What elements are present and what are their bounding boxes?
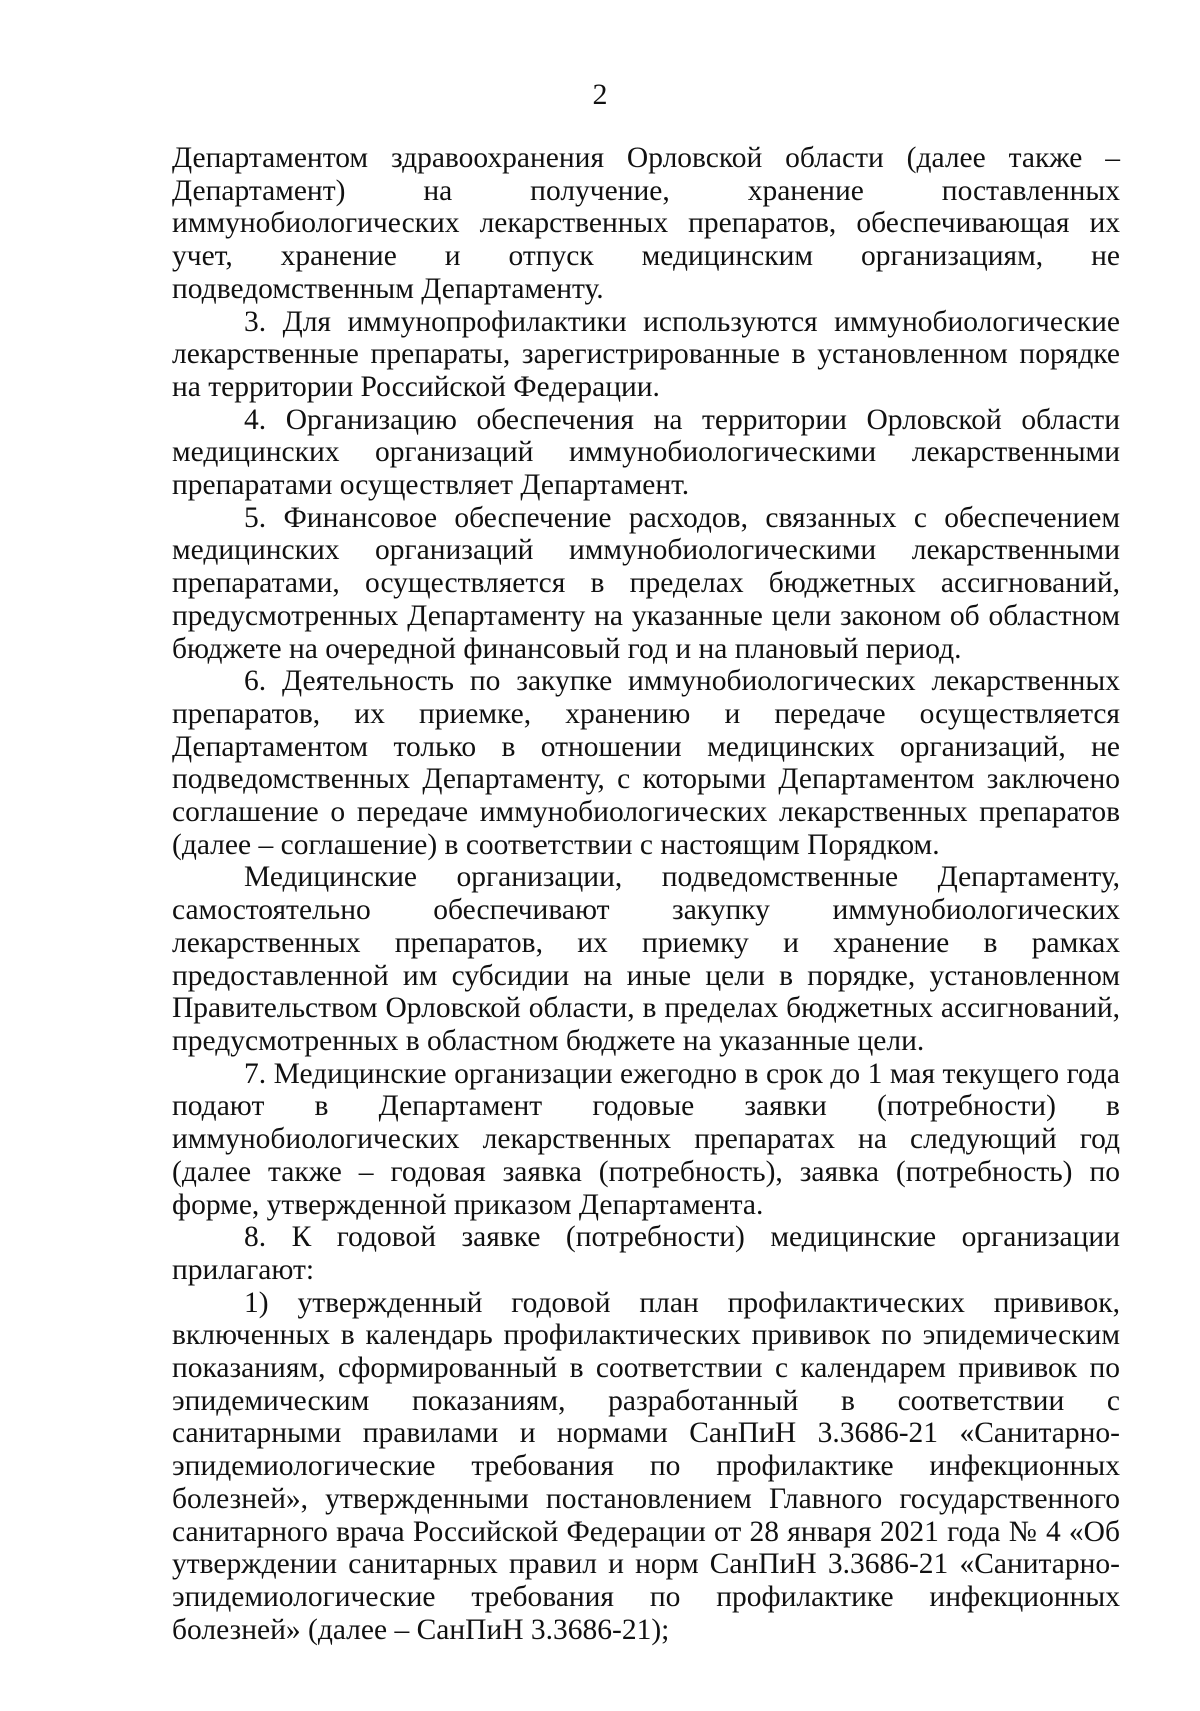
paragraph-item-5: 5. Финансовое обеспечение расходов, связанных с обеспечением медицинских организаций иммунобиологическими лекарственными препаратами, осуществляется в пределах бюджетных ассигнований, предусмотренных Департаменту на указанные цели законом об областном бюджете на очередной финансовый год и на плановый период. [172, 501, 1120, 665]
paragraph-item-8: 8. К годовой заявке (потребности) медицинские организации прилагают: [172, 1221, 1120, 1286]
paragraph-item-4: 4. Организацию обеспечения на территории Орловской области медицинских организаций иммунобиологическими лекарственными препаратами осуществляет Департамент. [172, 403, 1120, 502]
paragraph-subitem-1: 1) утвержденный годовой план профилактических прививок, включенных в календарь профилактических прививок по эпидемическим показаниям, сформированный в соответствии с календарем прививок по эпидемическим показаниям, разработанный в соответствии с санитарными правилами и нормами СанПиН 3.3686-21 «Санитарно-эпидемиологические требования по профилактике инфекционных болезней», утвержденными постановлением Главного государственного санитарного врача Российской Федерации от 28 января 2021 года № 4 «Об утверждении санитарных правил и норм СанПиН 3.3686-21 «Санитарно-эпидемиологические требования по профилактике инфекционных болезней» (далее – СанПиН 3.3686-21); [172, 1286, 1120, 1646]
paragraph-subordinate-organizations: Медицинские организации, подведомственные Департаменту, самостоятельно обеспечивают закупку иммунобиологических лекарственных препаратов, их приемку и хранение в рамках предоставленной им субсидии на иные цели в порядке, установленном Правительством Орловской области, в пределах бюджетных ассигнований, предусмотренных в областном бюджете на указанные цели. [172, 861, 1120, 1057]
paragraph-item-3: 3. Для иммунопрофилактики используются иммунобиологические лекарственные препараты, зарегистрированные в установленном порядке на территории Российской Федерации. [172, 305, 1120, 403]
paragraph-item-6: 6. Деятельность по закупке иммунобиологических лекарственных препаратов, их приемке, хранению и передаче осуществляется Департаментом только в отношении медицинских организаций, не подведомственных Департаменту, с которыми Департаментом заключено соглашение о передаче иммунобиологических лекарственных препаратов (далее – соглашение) в соответствии с настоящим Порядком. [172, 665, 1120, 861]
page-number: 2 [592, 78, 608, 111]
document-body [172, 142, 1120, 1646]
paragraph-item-7: 7. Медицинские организации ежегодно в срок до 1 мая текущего года подают в Департамент годовые заявки (потребности) в иммунобиологических лекарственных препаратах на следующий год (далее также – годовая заявка (потребность), заявка (потребность) по форме, утвержденной приказом Департамента. [172, 1057, 1120, 1221]
paragraph-continuation: Департаментом здравоохранения Орловской области (далее также – Департамент) на получение, хранение поставленных иммунобиологических лекарственных препаратов, обеспечивающая их учет, хранение и отпуск медицинским организациям, не подведомственным Департаменту. [172, 142, 1120, 305]
